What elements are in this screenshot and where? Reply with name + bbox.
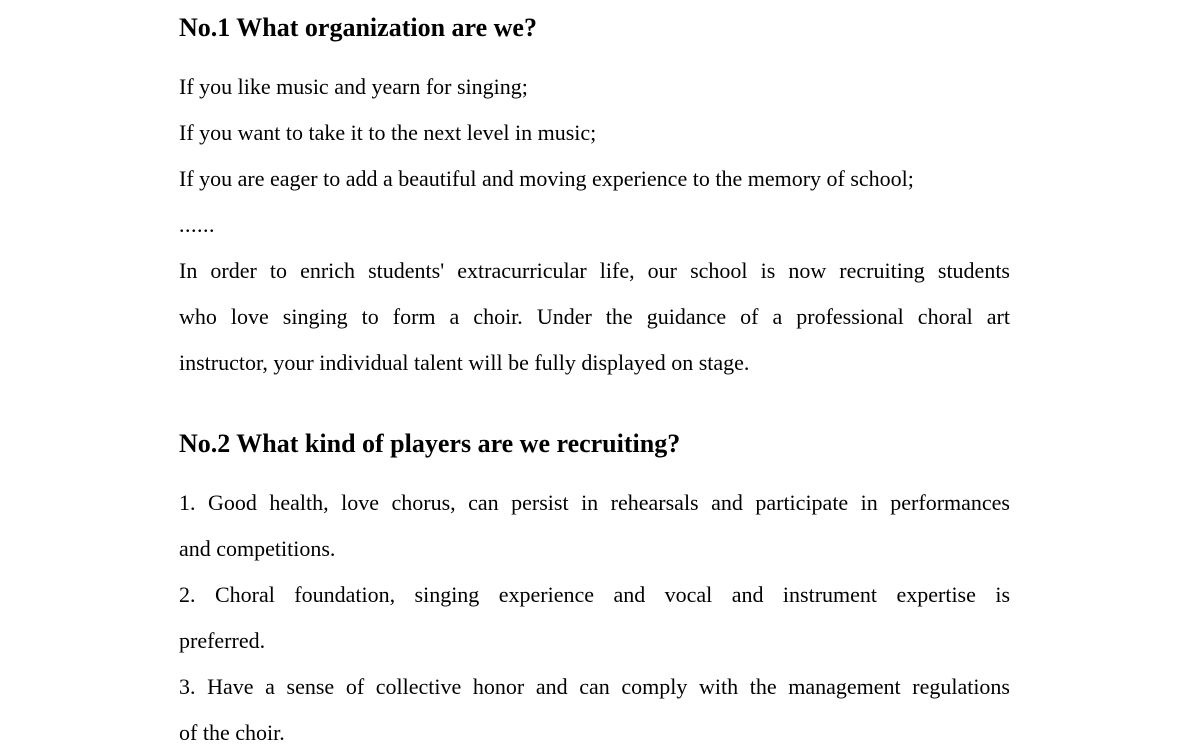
list-item-3-line-1: 3. Have a sense of collective honor and can comply with the management regulations: [179, 674, 1010, 699]
intro-line-1: If you like music and yearn for singing;: [179, 74, 528, 99]
intro-line-2: If you want to take it to the next level in music;: [179, 120, 597, 145]
paragraph-line-2: who love singing to form a choir. Under the guidance of a professional choral art: [179, 304, 1010, 329]
section1-heading: No.1 What organization are we?: [179, 13, 537, 42]
paragraph-line-1: In order to enrich students' extracurricular life, our school is now recruiting students: [179, 258, 1010, 283]
paragraph-line-3: instructor, your individual talent will be fully displayed on stage.: [179, 350, 750, 375]
ellipsis: ......: [179, 212, 215, 237]
list-item-2-line-2: preferred.: [179, 628, 266, 653]
list-item-2-line-1: 2. Choral foundation, singing experience and vocal and instrument expertise is: [179, 582, 1010, 607]
list-item-3-line-2: of the choir.: [179, 720, 285, 745]
list-item-1-line-2: and competitions.: [179, 536, 336, 561]
list-item-1-line-1: 1. Good health, love chorus, can persist in rehearsals and participate in performances: [179, 490, 1010, 515]
section2-heading: No.2 What kind of players are we recruiting?: [179, 429, 681, 458]
intro-line-3: If you are eager to add a beautiful and moving experience to the memory of school;: [179, 166, 914, 191]
